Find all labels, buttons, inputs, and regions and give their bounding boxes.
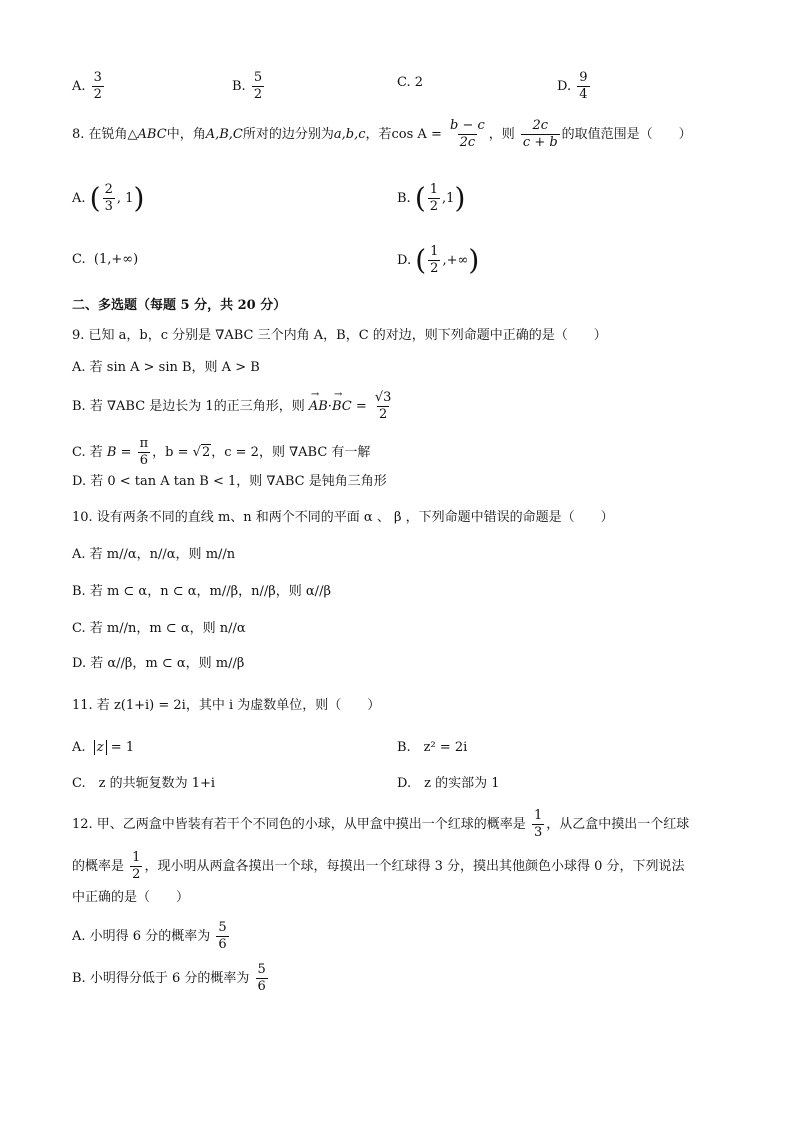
q12-line-2: 的概率是 $\frac{1}{2}$ ，现小明从两盒各摸出一个球，每摸出一个红球得 3 分，摸出其他颜色小球得 0 分，下列说法 [72, 850, 685, 882]
q8-option-c: C. (1,+∞) [72, 252, 139, 267]
q9-option-b: B. 若 ∇ABC 是边长为 1的正三角形，则 → AB·→ BC = $\frac{√3}{2}$ [72, 390, 395, 423]
q9-option-a: A. 若 sin A > sin B，则 A > B [72, 360, 260, 375]
q12-line-1: 12. 甲、乙两盒中皆装有若干个不同色的小球，从甲盒中摸出一个红球的概率是 $\frac{1}{3}$ ，从乙盒中摸出一个红球 [72, 808, 690, 840]
q8-option-a: A. ( $\frac{2}{3}$ , 1) [72, 181, 145, 215]
q10-option-a: A. 若 m//α，n//α，则 m//n [72, 547, 236, 562]
q9-option-d: D. 若 0 < tan A tan B < 1，则 ∇ABC 是钝角三角形 [72, 474, 387, 489]
section-heading: 二、多选题（每题 5 分，共 20 分） [72, 298, 287, 313]
q10-option-d: D. 若 α//β，m ⊂ α，则 m//β [72, 656, 245, 671]
q12-line-3: 中正确的是（ ） [72, 890, 190, 905]
q12-option-a: A. 小明得 6 分的概率为 $\frac{5}{6}$ [72, 920, 227, 952]
q11-option-b: B. z² = 2i [397, 740, 468, 755]
q9-stem: 9. 已知 a，b，c 分别是 ∇ABC 三个内角 A，B，C 的对边，则下列命题中正确的是（ ） [72, 328, 607, 343]
q8-option-b: B. ( $\frac{1}{2}$ ,1) [397, 181, 466, 215]
q10-option-b: B. 若 m ⊂ α，n ⊂ α，m//β，n//β，则 α//β [72, 584, 331, 599]
q9-option-c: C. 若 B = $\frac{\pi}{6}$ ，b = √2，c = 2，则 ∇ABC 有一解 [72, 436, 371, 468]
q11-option-c: C. z 的共轭复数为 1+i [72, 776, 216, 791]
q11-stem: 11. 若 z(1+i) = 2i，其中 i 为虚数单位，则（ ） [72, 698, 381, 713]
q7-option-d: D. $\frac{9}{4}$ [557, 70, 588, 102]
q8-stem: 8. 在锐角△ABC中，角A,B,C所对的边分别为a,b,c，若cos A = $\frac{b - c}{2c}$ ，则 $\frac{2c}{c + b}$ 的取值范围是（ ） [72, 118, 692, 150]
q8-option-d: D. ( $\frac{1}{2}$ ,+∞) [397, 243, 480, 277]
q10-stem: 10. 设有两条不同的直线 m、n 和两个不同的平面 α 、 β ，下列命题中错误的命题是（ ） [72, 510, 614, 525]
q11-option-d: D. z 的实部为 1 [397, 776, 500, 791]
q11-option-a: A. z = 1 [72, 740, 135, 755]
q7-option-c: C. 2 [397, 75, 424, 90]
q12-option-b: B. 小明得分低于 6 分的概率为 $\frac{5}{6}$ [72, 962, 266, 994]
q7-option-a: A. $\frac{3}{2}$ [72, 70, 102, 102]
q7-option-b: B. $\frac{5}{2}$ [232, 70, 263, 102]
q10-option-c: C. 若 m//n，m ⊂ α，则 n//α [72, 621, 246, 636]
